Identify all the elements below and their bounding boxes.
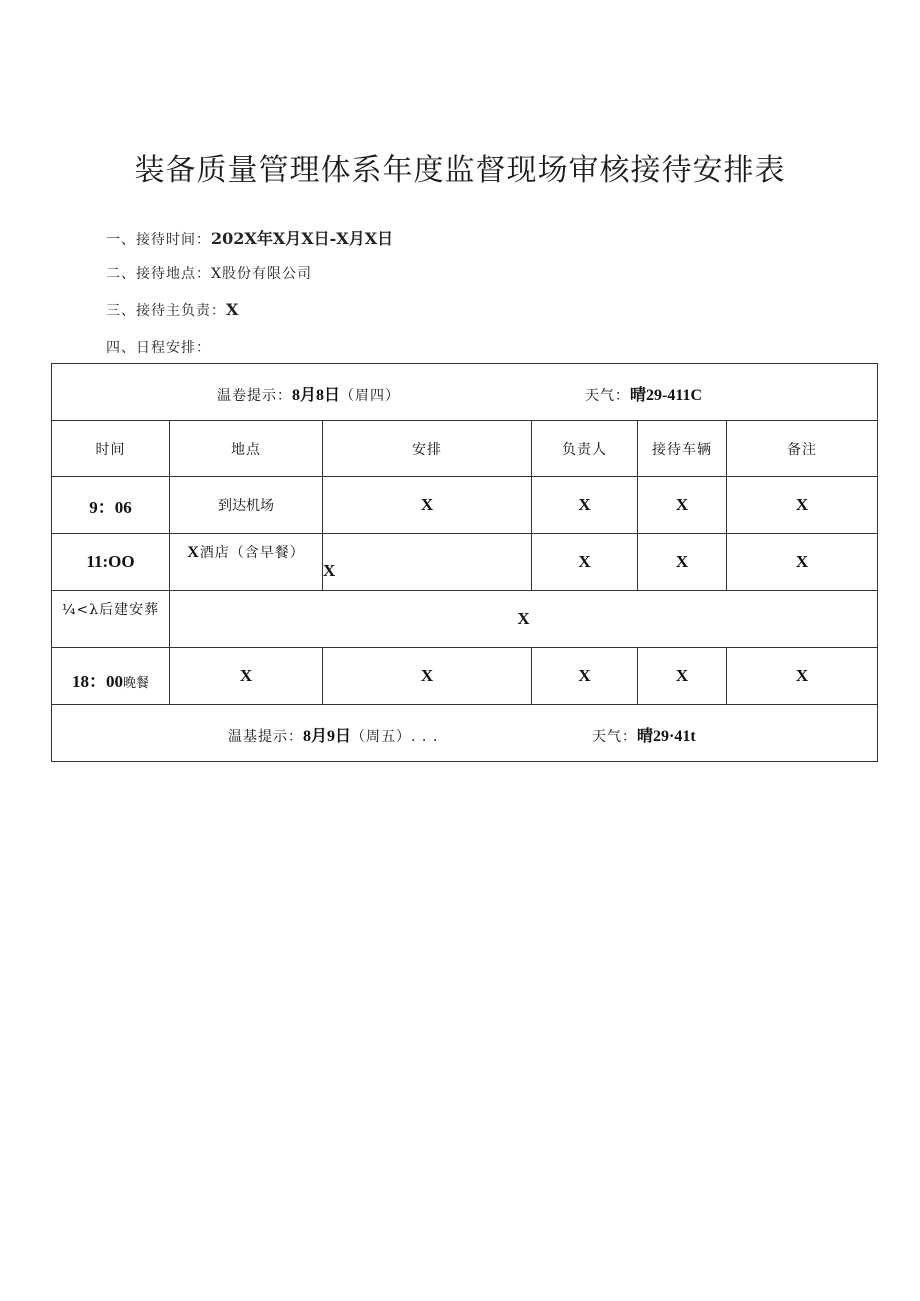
row-2-time: 11:OO — [52, 534, 170, 591]
table-row — [52, 591, 878, 648]
notice-1-weekday: （眉四） — [340, 388, 401, 404]
reception-time — [106, 226, 393, 249]
row-1-vehicle: X — [638, 477, 727, 534]
reception-time-label: 一、接待时间： — [106, 232, 211, 248]
schedule-label: 四、日程安排： — [106, 340, 211, 356]
notice-2-weekday: （周五）. . . — [351, 729, 439, 745]
notice-2-text — [228, 723, 438, 746]
row-4-place: X — [170, 648, 323, 705]
notice-1-weather-label: 天气： — [585, 388, 630, 404]
notice-2-weather-value: 晴29·41t — [637, 728, 696, 745]
header-vehicle: 接待车辆 — [638, 421, 727, 477]
row-2-arrangement-text: X — [323, 561, 336, 580]
row-4-vehicle: X — [638, 648, 727, 705]
row-2-owner: X — [532, 534, 638, 591]
notice-1-weather-value: 晴29-411C — [630, 387, 703, 404]
table-row — [52, 648, 878, 705]
notice-cell-1 — [52, 364, 878, 421]
reception-place-value: X股份有限公司 — [211, 266, 312, 282]
header-row — [52, 421, 878, 477]
reception-owner — [106, 300, 238, 320]
row-2-arrangement — [323, 534, 532, 591]
table-row — [52, 477, 878, 534]
row-1-place — [170, 477, 323, 534]
notice-row-2 — [52, 705, 878, 762]
row-4-time-suffix: 晚餐 — [122, 676, 149, 691]
header-owner: 负责人 — [532, 421, 638, 477]
reception-place — [106, 263, 312, 283]
notice-1-prefix: 温卷提示： — [217, 388, 292, 404]
row-1-remark: X — [727, 477, 878, 534]
schedule-heading — [106, 337, 211, 357]
row-4-remark: X — [727, 648, 878, 705]
row-4-time-text: 18：00 — [71, 672, 123, 691]
row-1-owner: X — [532, 477, 638, 534]
table-row — [52, 534, 878, 591]
row-2-place — [170, 534, 323, 591]
page-title: 装备质量管理体系年度监督现场审核接待安排表 — [134, 153, 786, 188]
row-3-time-text: ¼<λ后建安葬 — [61, 602, 160, 618]
notice-2-weather-label: 天气： — [592, 729, 637, 745]
notice-1-weather — [585, 382, 702, 405]
reception-time-value: 202X年X月X日-X月X日 — [211, 229, 394, 248]
reception-owner-value: X — [226, 300, 239, 319]
row-4-arrangement: X — [323, 648, 532, 705]
row-3-merged: X — [170, 591, 878, 648]
row-4-owner: X — [532, 648, 638, 705]
header-remark: 备注 — [727, 421, 878, 477]
row-1-time: 9：06 — [52, 477, 170, 534]
row-2-place-x: X — [187, 544, 200, 561]
notice-2-date: 8月9日 — [303, 728, 352, 745]
header-arrangement: 安排 — [323, 421, 532, 477]
row-2-vehicle: X — [638, 534, 727, 591]
reception-place-label: 二、接待地点： — [106, 266, 211, 282]
header-time: 时间 — [52, 421, 170, 477]
notice-2-weather — [592, 723, 696, 746]
row-2-remark: X — [727, 534, 878, 591]
schedule-table — [51, 363, 878, 762]
notice-row-1 — [52, 364, 878, 421]
row-2-place-rest: 酒店（含早餐） — [199, 545, 305, 561]
notice-cell-2 — [52, 705, 878, 762]
reception-owner-label: 三、接待主负责： — [106, 303, 226, 319]
row-1-place-text: 到达机场 — [218, 498, 274, 514]
row-1-arrangement: X — [323, 477, 532, 534]
header-place: 地点 — [170, 421, 323, 477]
notice-1-date: 8月8日 — [292, 387, 341, 404]
row-3-time — [52, 591, 170, 648]
row-4-time — [52, 648, 170, 705]
notice-1-text — [217, 382, 400, 405]
notice-2-prefix: 温基提示： — [228, 729, 303, 745]
